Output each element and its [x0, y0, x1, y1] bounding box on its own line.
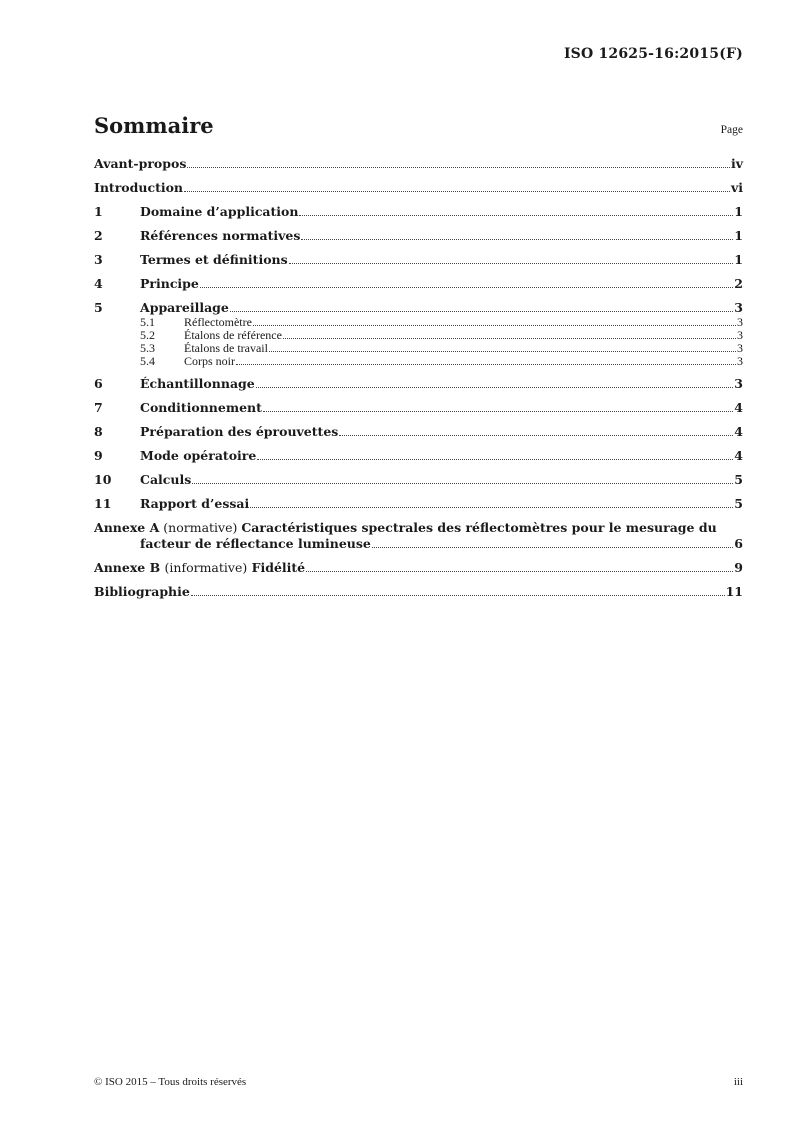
- toc-label: Appareillage: [140, 300, 229, 315]
- dot-leader: [372, 547, 733, 548]
- annex-a-first-line: [94, 520, 743, 536]
- toc-page: 9: [734, 560, 743, 575]
- dot-leader: [184, 191, 730, 192]
- toc-number: 1: [94, 204, 103, 219]
- toc-page: 3: [737, 328, 743, 342]
- toc-page: 1: [734, 204, 743, 219]
- dot-leader: [263, 411, 733, 412]
- dot-leader: [299, 215, 733, 216]
- toc-entry-avant-propos[interactable]: [94, 156, 743, 172]
- annex-b-prefix: Annexe B: [94, 560, 161, 575]
- footer-copyright: © ISO 2015 – Tous droits réservés: [94, 1076, 247, 1088]
- toc-entry-6[interactable]: [94, 376, 743, 392]
- toc-label: Réflectomètre: [184, 315, 252, 329]
- toc-label: Échantillonnage: [140, 376, 255, 391]
- toc-page: 3: [737, 341, 743, 355]
- toc-entry-5-4[interactable]: [94, 355, 743, 368]
- toc-entry-1[interactable]: [94, 204, 743, 220]
- toc-number: 4: [94, 276, 103, 291]
- page-column-heading: Page: [720, 124, 743, 136]
- annex-a-kind: (normative): [163, 520, 238, 535]
- table-of-contents: [94, 156, 743, 600]
- toc-entry-2[interactable]: [94, 228, 743, 244]
- toc-label: Préparation des éprouvettes: [140, 424, 339, 439]
- toc-entry-4[interactable]: [94, 276, 743, 292]
- toc-entry-9[interactable]: [94, 448, 743, 464]
- toc-page: vi: [730, 180, 743, 195]
- toc-page: 3: [737, 354, 743, 368]
- dot-leader: [187, 167, 730, 168]
- dot-leader: [236, 364, 736, 365]
- toc-label: Domaine d’application: [140, 204, 299, 219]
- toc-number: 10: [94, 472, 112, 487]
- toc-label: Bibliographie: [94, 584, 190, 599]
- toc-number: 5.2: [140, 328, 155, 342]
- annex-a-prefix: Annexe A: [94, 520, 160, 535]
- toc-number: 11: [94, 496, 112, 511]
- annex-a-title-line2: facteur de réflectance lumineuse: [140, 536, 371, 551]
- dot-leader: [253, 325, 736, 326]
- page-title: Sommaire: [94, 113, 214, 138]
- toc-entry-5[interactable]: [94, 300, 743, 316]
- toc-entry-annex-a[interactable]: [94, 520, 743, 552]
- toc-page: 3: [734, 376, 743, 391]
- dot-leader: [250, 507, 733, 508]
- toc-page: 1: [734, 228, 743, 243]
- toc-number: 8: [94, 424, 103, 439]
- annex-a-title-line1: Caractéristiques spectrales des réflectomètres pour le mesurage du: [241, 520, 717, 535]
- toc-number: 7: [94, 400, 103, 415]
- toc-entry-11[interactable]: [94, 496, 743, 512]
- toc-label: Corps noir: [184, 354, 235, 368]
- toc-label: Étalons de référence: [184, 328, 282, 342]
- toc-number: 5.1: [140, 315, 155, 329]
- toc-entry-8[interactable]: [94, 424, 743, 440]
- toc-label: Principe: [140, 276, 199, 291]
- toc-page: 2: [734, 276, 743, 291]
- toc-entry-bibliographie[interactable]: [94, 584, 743, 600]
- toc-number: 5: [94, 300, 103, 315]
- toc-number: 2: [94, 228, 103, 243]
- dot-leader: [289, 263, 734, 264]
- dot-leader: [257, 459, 733, 460]
- dot-leader: [301, 239, 733, 240]
- dot-leader: [339, 435, 733, 436]
- dot-leader: [256, 387, 734, 388]
- toc-entry-10[interactable]: [94, 472, 743, 488]
- footer-page-number: iii: [733, 1076, 743, 1088]
- annex-b-title: Fidélité: [251, 560, 306, 575]
- toc-number: 3: [94, 252, 103, 267]
- toc-label: Introduction: [94, 180, 184, 195]
- dot-leader: [191, 595, 725, 596]
- document-id: ISO 12625-16:2015(F): [563, 46, 743, 62]
- title-row: [94, 112, 743, 138]
- toc-label: Conditionnement: [140, 400, 262, 415]
- dot-leader: [269, 351, 736, 352]
- toc-page: 6: [734, 536, 743, 551]
- dot-leader: [192, 483, 733, 484]
- toc-page: 3: [737, 315, 743, 329]
- toc-entry-3[interactable]: [94, 252, 743, 268]
- toc-label: Rapport d’essai: [140, 496, 250, 511]
- toc-label: Mode opératoire: [140, 448, 257, 463]
- toc-entry-introduction[interactable]: [94, 180, 743, 196]
- toc-page: 4: [734, 448, 743, 463]
- toc-page: 3: [734, 300, 743, 315]
- toc-number: 9: [94, 448, 103, 463]
- toc-page: 11: [725, 584, 743, 599]
- toc-page: 5: [734, 472, 743, 487]
- toc-number: 5.4: [140, 354, 155, 368]
- dot-leader: [200, 287, 733, 288]
- toc-label: Références normatives: [140, 228, 301, 243]
- dot-leader: [230, 311, 733, 312]
- dot-leader: [283, 338, 736, 339]
- toc-number: 6: [94, 376, 103, 391]
- toc-label: Avant-propos: [94, 156, 187, 171]
- toc-label: Termes et définitions: [140, 252, 288, 267]
- toc-page: 4: [734, 424, 743, 439]
- toc-page: 5: [734, 496, 743, 511]
- dot-leader: [306, 571, 733, 572]
- annex-b-kind: (informative): [164, 560, 248, 575]
- toc-page: iv: [730, 156, 743, 171]
- toc-label: Calculs: [140, 472, 192, 487]
- toc-label: Étalons de travail: [184, 341, 268, 355]
- annex-b-heading: [94, 560, 305, 576]
- annex-a-second-line: [94, 536, 743, 552]
- toc-entry-7[interactable]: [94, 400, 743, 416]
- toc-number: 5.3: [140, 341, 155, 355]
- toc-page: 1: [734, 252, 743, 267]
- toc-page: 4: [734, 400, 743, 415]
- toc-entry-annex-b[interactable]: [94, 560, 743, 576]
